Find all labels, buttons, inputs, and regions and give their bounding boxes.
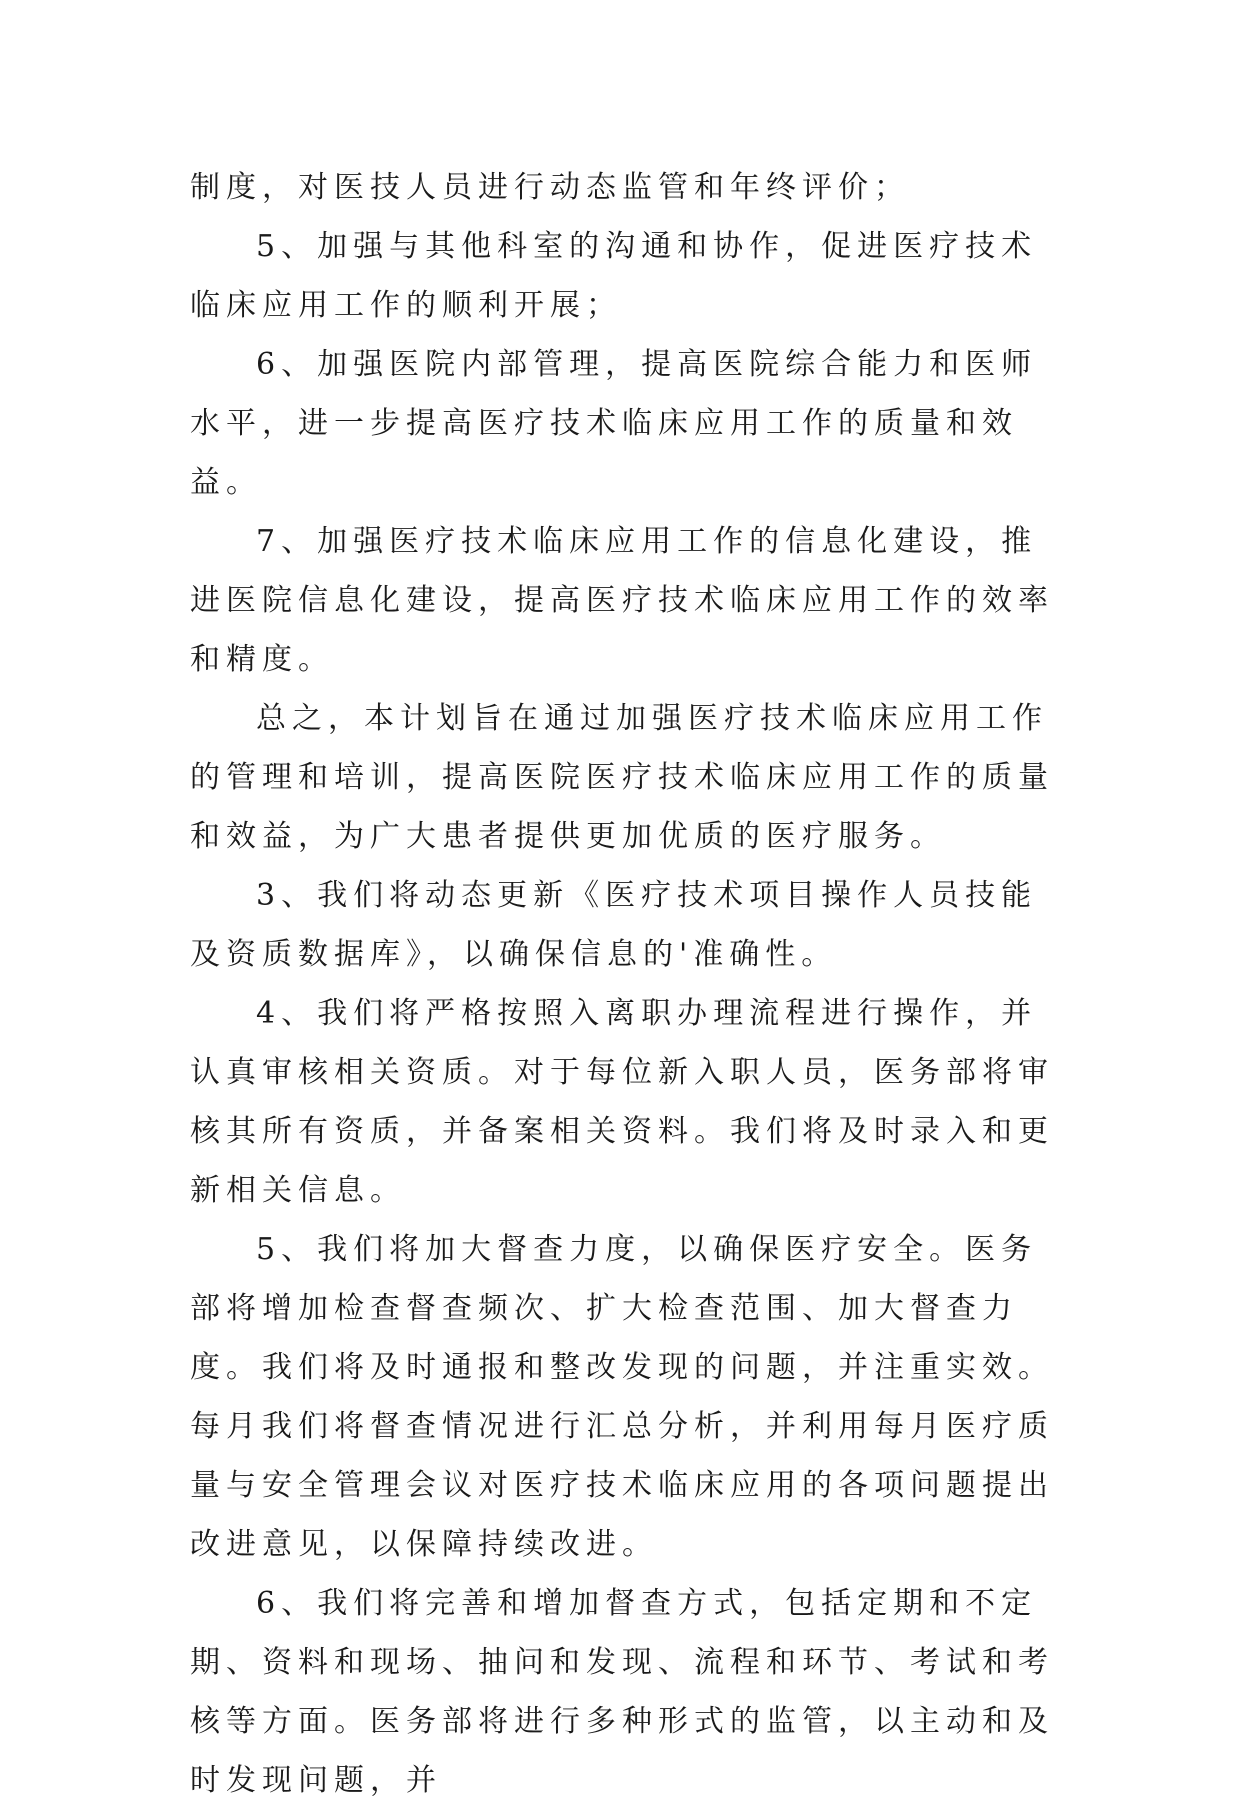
paragraph-2: 5、加强与其他科室的沟通和协作，促进医疗技术临床应用工作的顺利开展； (190, 229, 1038, 323)
paragraph-5: 总之，本计划旨在通过加强医疗技术临床应用工作的管理和培训，提高医院医疗技术临床应用工作的质量和效益，为广大患者提供更加优质的医疗服务。 (190, 701, 1054, 854)
paragraph-4: 7、加强医疗技术临床应用工作的信息化建设，推进医院信息化建设，提高医疗技术临床应用工作的效率和精度。 (190, 524, 1054, 677)
paragraph-9: 6、我们将完善和增加督查方式，包括定期和不定期、资料和现场、抽问和发现、流程和环节、考试和考核等方面。医务部将进行多种形式的监管，以主动和及时发现问题，并 (190, 1586, 1054, 1798)
paragraph-8: 5、我们将加大督查力度，以确保医疗安全。医务部将增加检查督查频次、扩大检查范围、加大督查力度。我们将及时通报和整改发现的问题，并注重实效。每月我们将督查情况进行汇总分析，并利用每月医疗质量与安全管理会议对医疗技术临床应用的各项问题提出改进意见，以保障持续改进。 (190, 1232, 1054, 1562)
paragraph-1: 制度，对医技人员进行动态监管和年终评价； (190, 170, 910, 205)
paragraph-3: 6、加强医院内部管理，提高医院综合能力和医师水平，进一步提高医疗技术临床应用工作的质量和效益。 (190, 347, 1038, 500)
paragraph-7: 4、我们将严格按照入离职办理流程进行操作，并认真审核相关资质。对于每位新入职人员，医务部将审核其所有资质，并备案相关资料。我们将及时录入和更新相关信息。 (190, 996, 1054, 1208)
paragraph-6: 3、我们将动态更新《医疗技术项目操作人员技能及资质数据库》，以确保信息的'准确性。 (190, 878, 1038, 972)
document-body (190, 158, 1070, 1810)
